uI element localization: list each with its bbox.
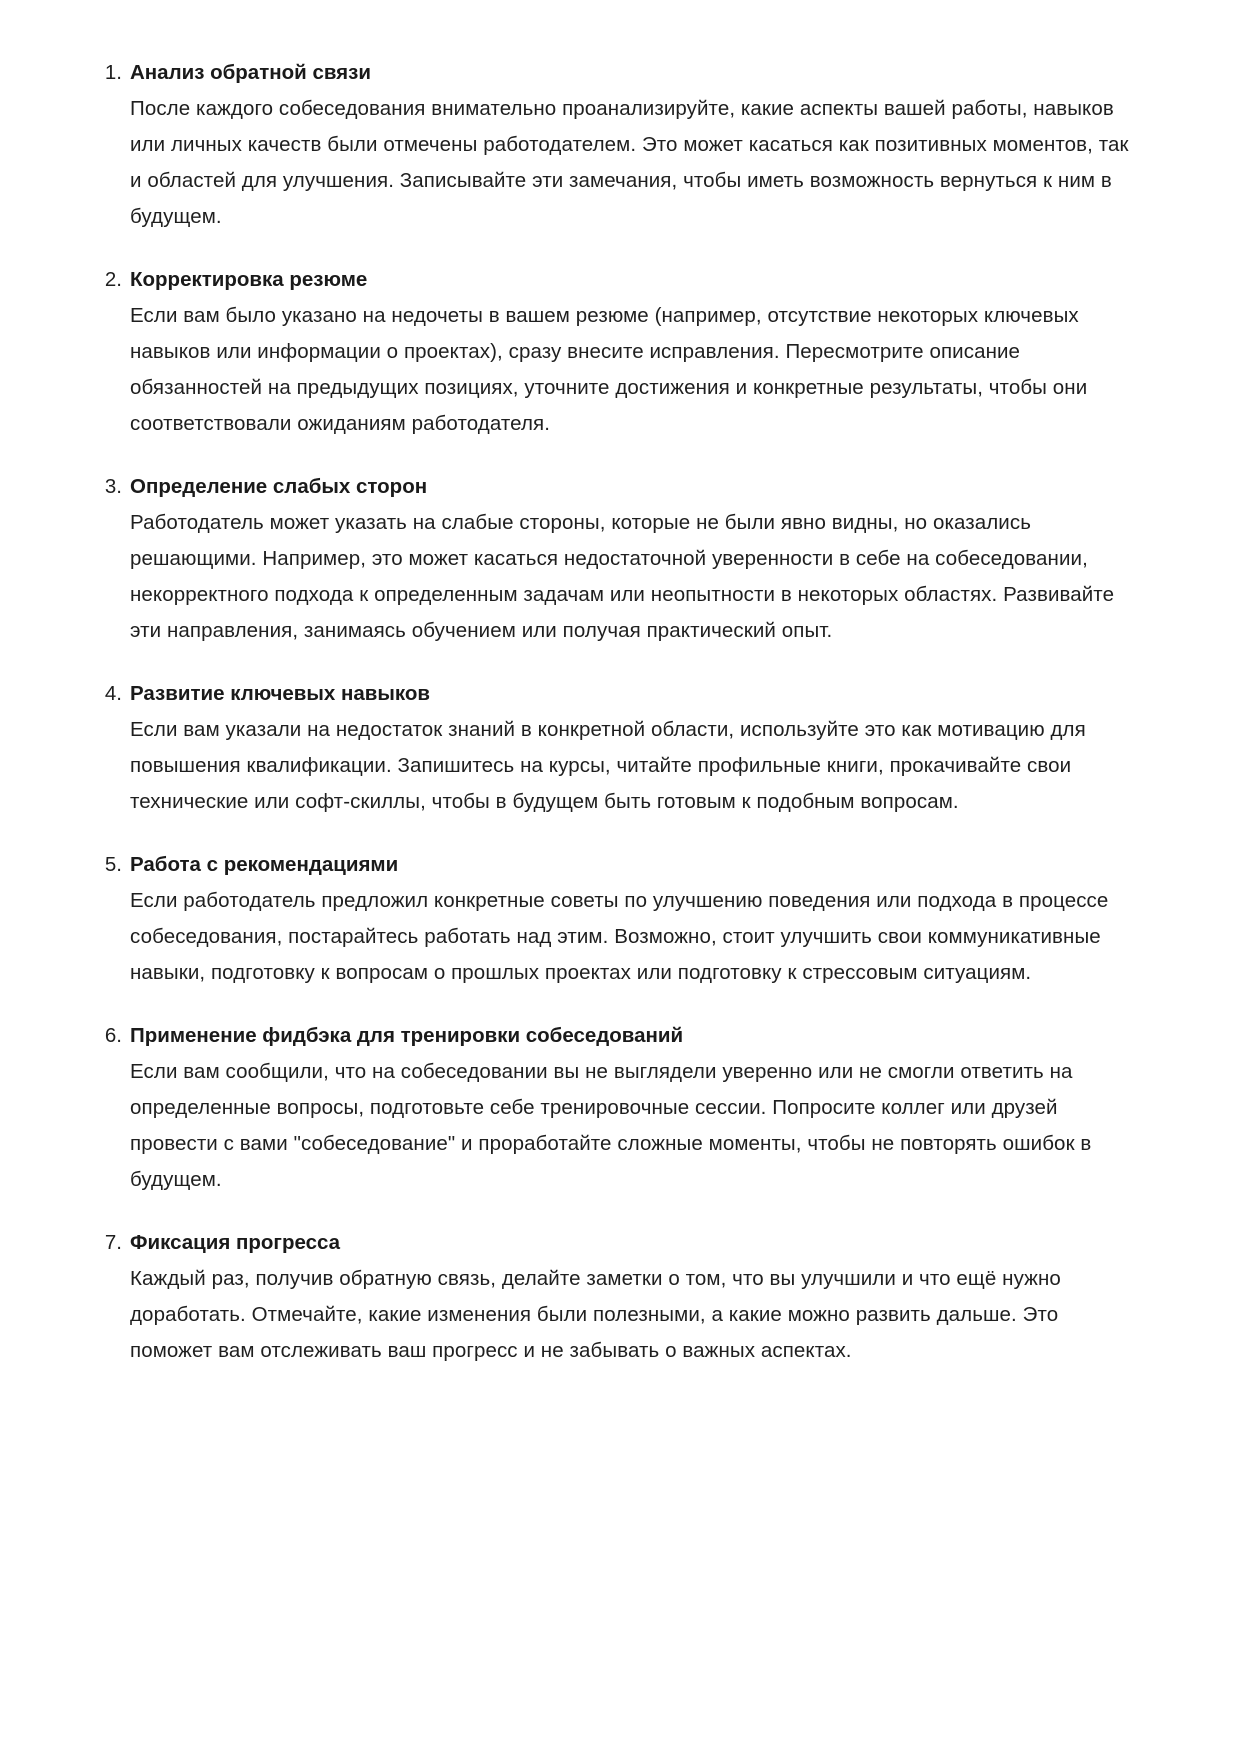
list-item: [104, 262, 1135, 442]
item-number: 3.: [104, 475, 122, 498]
item-body: Если вам указали на недостаток знаний в конкретной области, используйте это как мотивацию для повышения квалификации. Запишитесь на курсы, читайте профильные книги, прокачивайте свои технические или софт-скиллы, чтобы в будущем быть готовым к подобным вопросам.: [130, 718, 1086, 813]
item-content: [130, 847, 1135, 991]
item-number: 5.: [104, 853, 122, 876]
list-item: [104, 469, 1135, 649]
item-body: Каждый раз, получив обратную связь, делайте заметки о том, что вы улучшили и что ещё нужно доработать. Отмечайте, какие изменения были полезными, а какие можно развить дальше. Это поможет вам отслеживать ваш прогресс и не забывать о важных аспектах.: [130, 1267, 1061, 1362]
item-body: После каждого собеседования внимательно проанализируйте, какие аспекты вашей работы, навыков или личных качеств были отмечены работодателем. Это может касаться как позитивных моментов, так и областей для улучшения. Записывайте эти замечания, чтобы иметь возможность вернуться к ним в будущем.: [130, 97, 1129, 228]
item-number: 7.: [104, 1231, 122, 1254]
item-body: Если работодатель предложил конкретные советы по улучшению поведения или подхода в процессе собеседования, постарайтесь работать над этим. Возможно, стоит улучшить свои коммуникативные навыки, подготовку к вопросам о прошлых проектах или подготовку к стрессовым ситуациям.: [130, 889, 1109, 984]
numbered-list: [104, 55, 1135, 1369]
list-item: [104, 55, 1135, 235]
item-content: [130, 676, 1135, 820]
list-item: [104, 676, 1135, 820]
item-number: 2.: [104, 268, 122, 291]
item-heading: Корректировка резюме: [130, 268, 368, 291]
item-content: [130, 1018, 1135, 1198]
item-heading: Развитие ключевых навыков: [130, 682, 430, 705]
item-body: Если вам было указано на недочеты в вашем резюме (например, отсутствие некоторых ключевых навыков или информации о проектах), сразу внесите исправления. Пересмотрите описание обязанностей на предыдущих позициях, уточните достижения и конкретные результаты, чтобы они соответствовали ожиданиям работодателя.: [130, 304, 1088, 435]
item-content: [130, 55, 1135, 235]
list-item: [104, 1018, 1135, 1198]
item-heading: Применение фидбэка для тренировки собеседований: [130, 1024, 684, 1047]
item-heading: Работа с рекомендациями: [130, 853, 399, 876]
item-content: [130, 469, 1135, 649]
item-content: [130, 262, 1135, 442]
item-heading: Фиксация прогресса: [130, 1231, 341, 1254]
list-item: [104, 1225, 1135, 1369]
item-number: 4.: [104, 682, 122, 705]
item-body: Если вам сообщили, что на собеседовании вы не выглядели уверенно или не смогли ответить на определенные вопросы, подготовьте себе тренировочные сессии. Попросите коллег или друзей провести с вами "собеседование" и проработайте сложные моменты, чтобы не повторять ошибок в будущем.: [130, 1060, 1092, 1191]
item-heading: Анализ обратной связи: [130, 61, 371, 84]
list-item: [104, 847, 1135, 991]
item-heading: Определение слабых сторон: [130, 475, 428, 498]
item-content: [130, 1225, 1135, 1369]
item-number: 1.: [104, 61, 122, 84]
item-body: Работодатель может указать на слабые стороны, которые не были явно видны, но оказались решающими. Например, это может касаться недостаточной уверенности в себе на собеседовании, некорректного подхода к определенным задачам или неопытности в некоторых областях. Развивайте эти направления, занимаясь обучением или получая практический опыт.: [130, 511, 1115, 642]
item-number: 6.: [104, 1024, 122, 1047]
